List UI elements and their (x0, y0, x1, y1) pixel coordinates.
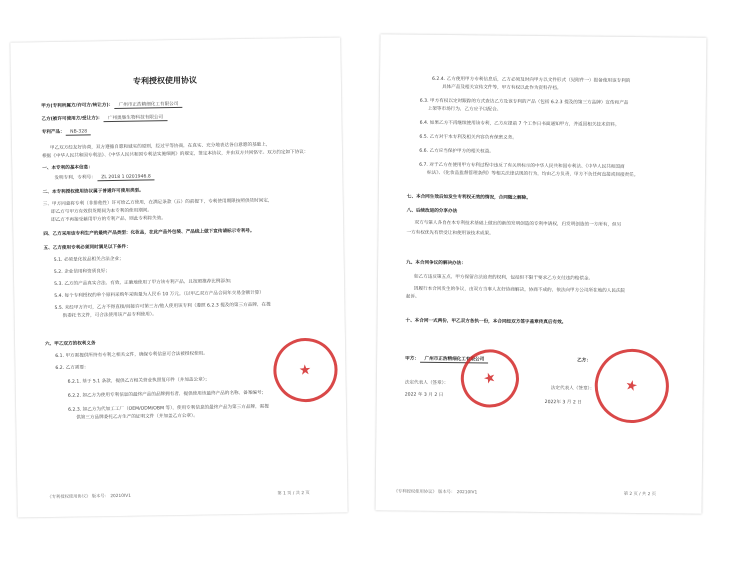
section-3-line-1: 三、甲方同意将专利（非排他性）许可给乙方使用，在满足条款（五）的前提下，专利使用期限按照供货时间定， (42, 198, 273, 208)
party-b-name: 广州奥集生物科技有限公司 (104, 115, 167, 122)
section-8-line-1: 双方与第人各自在本专利技术基础上做出的新的发明创造的专利申请权，归发明创造的一方所有，但另 (414, 220, 622, 228)
section-8-line-2: 一方有权优先有偿受让和使用该技术成果。 (406, 230, 494, 237)
legal-rep-label-b: 法定代表人（签章）： (550, 386, 595, 392)
page-footer-version: 《专利授权使用协议》 版本号： 20210IV1 (393, 489, 478, 496)
clause-6-4: 6.4. 如果乙方不再继续使用该专利，乙方应提前 7 个工作日书面通知甲方，并返回相关技术资料。 (419, 120, 620, 128)
page-footer-number: 第 1 页 / 共 2 页 (277, 490, 310, 497)
patent-product-value: NB-328 (66, 129, 91, 135)
contract-page-1 (10, 37, 347, 517)
clause-6-3-line-2: 上架等市场行为，乙方应予以配合。 (427, 106, 502, 113)
intro-line-1: 甲乙双方经友好协商，双方遵循自愿和诚实的原则，经过平等协商，在真实、充分地表达各自意愿的基础上， (49, 142, 271, 152)
section-9-line-3: 起诉。 (405, 294, 420, 300)
clause-6-1: 6.1. 甲方需提供所持有专利之相关文件，确保专利信息可合法被授权使用。 (55, 351, 208, 359)
section-9-heading: 九、本合同争议的解决办法： (406, 260, 466, 267)
section-10: 十、本合同一式两份，甲乙双方各执一份，本合同经双方签字盖章传真后有效。 (405, 318, 567, 326)
clause-6-2-4-line-2: 具体产品及相关宣传文件等，甲方有权以此作为资料存档。 (441, 84, 562, 92)
clause-6-2-4-line-1: 6.2.4. 乙方使用甲方专利信息后，乙方必须及时向甲方以文件形式（见附件一）报备使用该专利的 (432, 76, 631, 84)
clause-6-3-line-1: 6.3. 甲方有权以定时跟踪的方式查访乙方及该专利的产品（包括 6.2.3 提及的第三方品牌）宣传和产品 (419, 98, 629, 106)
clause-6-2-3-line-2: 供第三方品牌委托乙方生产的证明文件（并加盖乙方公章）。 (76, 413, 198, 421)
clause-6-2-1: 6.2.1. 基于 5.1 条款，提供乙方相关营业执照复印件（并加盖公章）； (67, 377, 210, 385)
section-1-detail-label: 发明专利，专利号： (54, 175, 96, 181)
section-9-line-2: 因履行本合同发生的争议，由双方当事人友好协商解决。协商不成的，依法向甲方公司所在地的人民法院 (413, 286, 626, 294)
intro-line-2: 根据《中华人民共和国专利法》、《中华人民共和国专利法实施细则》的规定，签定本协议，并由双方共同恪守。双方约定如下协议： (42, 149, 309, 160)
party-a-label: 甲方(专利所属方/许可方/转让方)： (41, 103, 114, 110)
page-footer-version: 《专利授权使用协议》 版本号： 20210IV1 (47, 493, 131, 501)
section-4: 四、乙方采用该专利生产的最终产品类型：化妆品，在此产品外包装、产品线上做下宣传请标示专利号。 (43, 228, 255, 238)
clause-6-2-2: 6.2.2. 如乙方为使用专利信息的最终产品的品牌拥有者，提供使用该最终产品的名称、备案编号； (67, 390, 267, 399)
clause-6-7-line-1: 6.7. 对于乙方在使用甲方专利过程中违反了有关所标示的中华人民共和国专利法、《中华人民共和国商 (419, 162, 625, 170)
clause-6-2-3-line-1: 6.2.3. 如乙方为代加工工厂（OEM/ODM/OBM 等），使用专利信息的最终产品为第三方品牌，需提 (68, 404, 269, 413)
contract-page-2 (376, 34, 707, 513)
clause-6-2: 6.2. 乙方需要： (55, 365, 89, 371)
seal-star-icon: ★ (481, 368, 499, 389)
party-b-label: 乙方(被许可使用方/受让方)： (41, 116, 103, 123)
signature-party-a-name: 广州市正浩精细化工有限公司 (420, 357, 488, 364)
clause-6-7-line-2: 标法》、《化妆品监督管理条例》等相关法律法规的行为，均由乙方负责，甲方不负任何直接或间接责任。 (427, 170, 639, 179)
company-seal-party-b (581, 335, 682, 436)
section-1-heading: 一、本专利的基本信息： (42, 165, 93, 172)
party-b-line (41, 115, 167, 123)
party-a-line (41, 102, 182, 110)
signature-party-a-label: 甲方： (405, 356, 419, 362)
company-seal-party-a (453, 341, 527, 415)
signing-date-b: 2022年 3 月 2 日 (544, 400, 582, 406)
patent-number: ZL 2018 1 0201946.8 (97, 174, 155, 181)
party-a-name: 广州市正浩精细化工有限公司 (115, 102, 183, 109)
clause-5-1: 5.1. 必须是化妆品相关合法企业； (53, 256, 124, 263)
section-6-heading: 六、甲乙双方的权利义务 (44, 341, 96, 348)
signature-party-b-label: 乙方： (577, 358, 591, 364)
clause-6-6: 6.6. 乙方应当保护甲方的相关权益。 (419, 148, 494, 155)
section-1-detail (54, 174, 154, 182)
seal-star-icon: ★ (296, 361, 315, 379)
legal-rep-label-a: 法定代表人（签章）： (404, 380, 449, 387)
patent-product-line (42, 129, 92, 136)
clause-5-2: 5.2. 企业信用和资质良好； (53, 269, 111, 275)
seal-star-icon: ★ (621, 376, 642, 396)
clause-5-5-line-2: 供委托书文件，可合法使用该产品专利使用）。 (62, 312, 157, 319)
section-3-line-3: 即乙方不再接受藉用甲方的专利产品，则此专利将失效。 (51, 216, 166, 224)
clause-5-3: 5.3. 乙方的产品真实合法、有效，正确地使用了甲方该专利产品，且按照推荐比例添加； (54, 279, 235, 287)
section-7: 七、本合同生效后如发生专利权无效的情况，合同随之解除。 (406, 194, 531, 201)
patent-product-label: 专利产品： (41, 129, 65, 136)
clause-6-5: 6.5. 乙方对于本专利及相关内容负有保密义务。 (419, 134, 517, 141)
clause-5-5-line-1: 5.5. 未经甲方许可，乙方不得直接/间接许可第三方/他人使用该专利（遵照 6.2.3 提及的第三方品牌，在提 (54, 302, 271, 311)
section-2: 二、本专利授权使用协议属于普通许可使用类型。 (42, 188, 144, 196)
company-seal-page-1 (267, 331, 345, 409)
section-5-heading: 五、乙方使用专利必须同时满足以下条件： (43, 244, 131, 252)
section-9-line-1: 如乙方违反第五点，甲方保留合法追责的权利，包括但不限于要求乙方支付违约赔偿金。 (413, 274, 594, 282)
clause-5-4: 5.4. 每个专利授权的单个原料采购年采购量为人民币 10 万元。（以甲乙双方产品合同年交易金额计算） (54, 290, 264, 299)
section-3-line-2: 即乙方与甲方有效供货期间为本专利的使用期间。 (50, 208, 153, 216)
document-title: 专利授权使用协议 (132, 75, 197, 86)
signing-date-a: 2022 年 3 月 2 日 (404, 392, 444, 398)
section-8-heading: 八、后续改进的分享办法 (406, 208, 458, 215)
page-footer-number: 第 2 页 / 共 2 页 (623, 491, 657, 498)
